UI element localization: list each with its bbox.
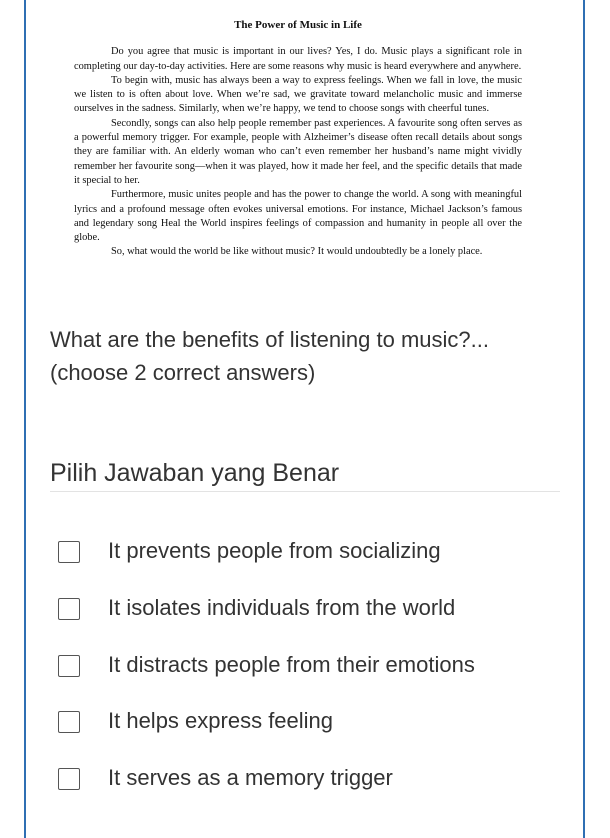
answer-options	[58, 533, 558, 817]
passage-paragraph-1: Do you agree that music is important in our lives? Yes, I do. Music plays a significant role in completing our day-to-day activities. Here are some reasons why music is heard everywhere and anywhere.	[74, 46, 522, 72]
checkbox-option-3[interactable]	[58, 655, 80, 677]
answer-section-heading: Pilih Jawaban yang Benar	[50, 459, 340, 487]
heading-divider	[50, 491, 560, 492]
checkbox-option-4[interactable]	[58, 711, 80, 733]
checkbox-option-5[interactable]	[58, 768, 80, 790]
option-label-2: It isolates individuals from the world	[108, 594, 456, 620]
question-text	[50, 323, 570, 389]
frame-right-border	[583, 0, 585, 838]
answer-option-1[interactable]	[58, 533, 558, 590]
answer-option-2[interactable]	[58, 590, 558, 647]
checkbox-option-2[interactable]	[58, 598, 80, 620]
passage-paragraph-3: Secondly, songs can also help people remember past experiences. A favourite song often serves as a powerful memory trigger. For example, people with Alzheimer’s disease often recall details about songs they are familiar with. An elderly woman who can’t even remember her husband’s name might vividly remember her favourite song—when it was played, how it made her feel, and the specific details that made it special to her.	[74, 117, 522, 186]
reading-passage	[74, 18, 522, 260]
question-line-2: (choose 2 correct answers)	[50, 360, 316, 385]
answer-option-5[interactable]	[58, 760, 558, 817]
option-label-1: It prevents people from socializing	[108, 538, 441, 563]
option-label-5: It serves as a memory trigger	[108, 765, 393, 791]
option-label-4: It helps express feeling	[108, 708, 334, 734]
option-label-3: It distracts people from their emotions	[108, 651, 475, 677]
answer-option-4[interactable]	[58, 703, 558, 760]
answer-option-3[interactable]	[58, 647, 558, 704]
passage-title: The Power of Music in Life	[234, 19, 362, 31]
question-line-1: What are the benefits of listening to music?...	[50, 327, 490, 352]
passage-paragraph-4: Furthermore, music unites people and has the power to change the world. A song with meaningful lyrics and a profound message often evokes universal emotions. For instance, Michael Jackson’s famous and legendary song Heal the World inspires feelings of compassion and humanity in people all over the globe.	[74, 189, 522, 244]
passage-paragraph-2: To begin with, music has always been a way to express feelings. When we fall in love, the music we listen to is often about love. When we’re sad, we gravitate toward melancholic music and immerse ourselves in the sadness. Similarly, when we’re happy, we tend to choose songs with cheerful tunes.	[74, 74, 522, 115]
frame-left-border	[24, 0, 26, 838]
passage-paragraph-5: So, what would the world be like without music? It would undoubtedly be a lonely place.	[111, 246, 483, 258]
checkbox-option-1[interactable]	[58, 541, 80, 563]
